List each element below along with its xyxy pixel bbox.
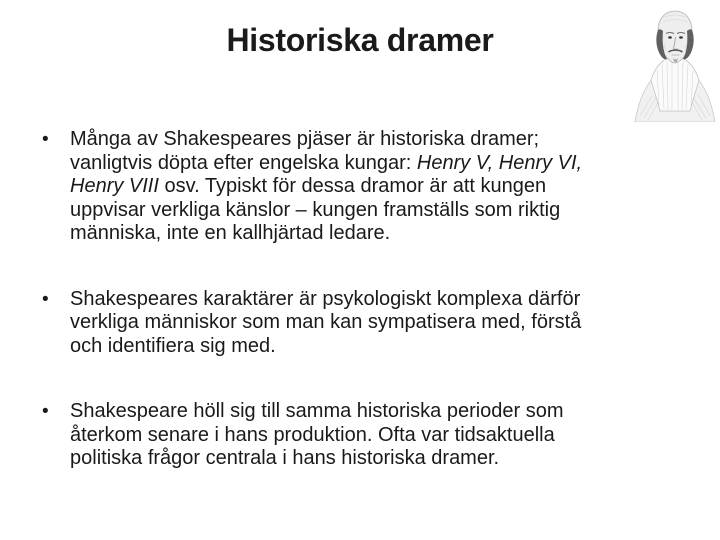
bullet-icon: • [42, 401, 49, 422]
bullet-3-segment-1: Shakespeare höll sig till samma historiska perioder som återkom senare i hans produktion. Ofta var tidsaktuella politiska frågor centrala i hans historiska dramer. [70, 400, 564, 469]
bullet-text-3 [70, 400, 605, 471]
bullet-text-2 [70, 288, 605, 359]
portrait-eye-left [668, 36, 672, 38]
shakespeare-portrait-icon [632, 4, 718, 122]
bullet-icon: • [42, 129, 49, 150]
bullet-1-segment-3: osv. Typiskt för dessa dramor är att kungen uppvisar verkliga känslor – kungen framställs som riktig människa, inte en kallhjärtad ledare. [70, 175, 561, 244]
portrait-eye-right [679, 36, 683, 38]
bullet-1-segment-2-italic: Henry V, Henry VI, Henry VIII [70, 151, 583, 197]
bullet-item-3 [42, 400, 617, 471]
bullet-list [42, 128, 617, 513]
bullet-text-1 [70, 128, 605, 246]
bullet-1-segment-1: Många av Shakespeares pjäser är historiska dramer; vanligtvis döpta efter engelska kungar: [70, 128, 540, 174]
bullet-2-segment-1: Shakespeares karaktärer är psykologiskt komplexa därför verkliga människor som man kan sympatisera med, förstå och identifiera sig med. [70, 287, 582, 357]
bullet-item-1 [42, 128, 617, 246]
bullet-item-2 [42, 288, 617, 359]
shakespeare-portrait [632, 4, 718, 122]
portrait-collar [651, 57, 699, 111]
bullet-icon: • [42, 288, 49, 310]
slide-title: Historiska dramer [226, 22, 494, 58]
